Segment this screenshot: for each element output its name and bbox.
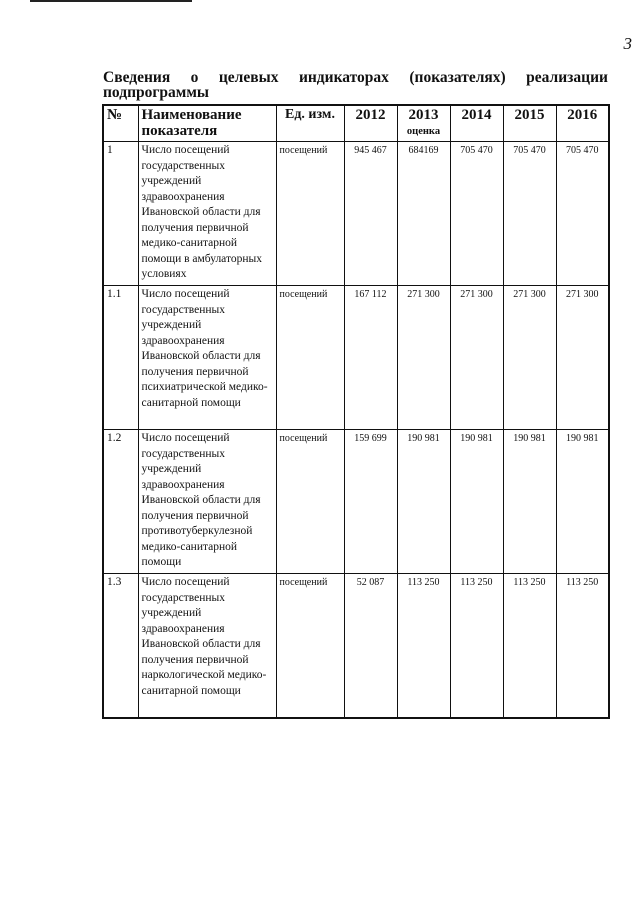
header-name: Наименование показателя [138, 105, 276, 142]
value-2014: 705 470 [450, 142, 503, 286]
row-unit: посещений [276, 286, 344, 430]
indicators-table [102, 104, 610, 719]
heading-word: о [190, 69, 199, 86]
row-name: Число посещений государственных учреждений здравоохранения Ивановской области для получения первичной психиатрической медико-санитарной помощи [138, 286, 276, 430]
table-row [103, 142, 609, 286]
header-2015: 2015 [503, 105, 556, 142]
header-2016: 2016 [556, 105, 609, 142]
value-2012: 945 467 [344, 142, 397, 286]
scan-top-line [30, 0, 192, 2]
header-2013 [397, 105, 450, 142]
row-num: 1.1 [103, 286, 138, 430]
page-number: 3 [623, 34, 632, 53]
header-num: № [103, 105, 138, 142]
heading-line-2: подпрограммы [103, 84, 210, 101]
value-2016: 113 250 [556, 574, 609, 719]
heading-word: целевых [218, 69, 279, 86]
header-2013-sub: оценка [406, 126, 441, 137]
heading-word: индикаторах [298, 69, 389, 86]
heading-word: (показателях) [409, 69, 506, 86]
value-2014: 113 250 [450, 574, 503, 719]
value-2013: 190 981 [397, 430, 450, 574]
table-row [103, 430, 609, 574]
header-2012: 2012 [344, 105, 397, 142]
table-row [103, 286, 609, 430]
value-2016: 705 470 [556, 142, 609, 286]
value-2015: 705 470 [503, 142, 556, 286]
document-heading [103, 70, 608, 100]
value-2012: 159 699 [344, 430, 397, 574]
value-2015: 190 981 [503, 430, 556, 574]
value-2013: 113 250 [397, 574, 450, 719]
value-2012: 52 087 [344, 574, 397, 719]
heading-word: реализации [526, 69, 608, 86]
value-2012: 167 112 [344, 286, 397, 430]
value-2015: 113 250 [503, 574, 556, 719]
header-2014: 2014 [450, 105, 503, 142]
row-unit: посещений [276, 142, 344, 286]
heading-word: Сведения [103, 69, 171, 86]
value-2014: 190 981 [450, 430, 503, 574]
header-2013-year: 2013 [408, 107, 439, 123]
value-2015: 271 300 [503, 286, 556, 430]
header-unit: Ед. изм. [276, 105, 344, 142]
value-2014: 271 300 [450, 286, 503, 430]
value-2016: 190 981 [556, 430, 609, 574]
row-num: 1.2 [103, 430, 138, 574]
row-unit: посещений [276, 430, 344, 574]
row-name: Число посещений государственных учреждений здравоохранения Ивановской области для получения первичной наркологической медико-санитарной помощи [138, 574, 276, 719]
value-2013: 271 300 [397, 286, 450, 430]
value-2016: 271 300 [556, 286, 609, 430]
table-row [103, 574, 609, 719]
table-header-row [103, 105, 609, 142]
row-unit: посещений [276, 574, 344, 719]
row-name: Число посещений государственных учреждений здравоохранения Ивановской области для получения первичной медико-санитарной помощи в амбулаторных условиях [138, 142, 276, 286]
value-2013: 684169 [397, 142, 450, 286]
row-num: 1.3 [103, 574, 138, 719]
row-num: 1 [103, 142, 138, 286]
row-name: Число посещений государственных учреждений здравоохранения Ивановской области для получения первичной противотуберкулезной медико-санитарной помощи [138, 430, 276, 574]
